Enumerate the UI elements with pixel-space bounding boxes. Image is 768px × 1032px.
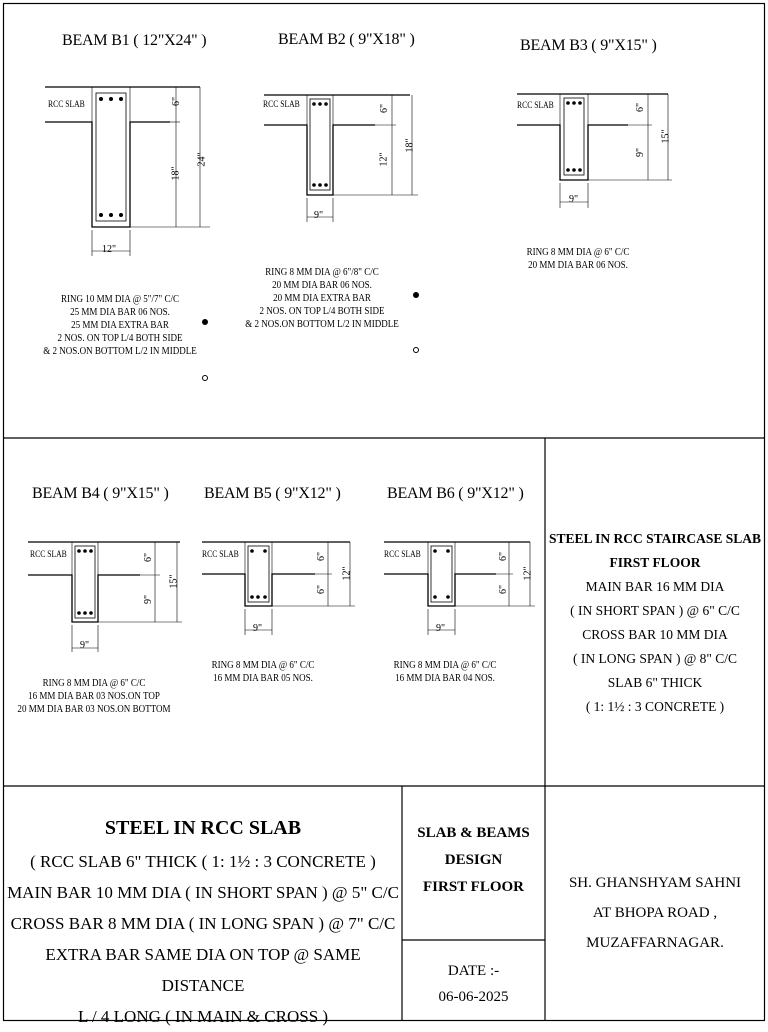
beam-b1-dim-slab: 6" <box>171 96 183 107</box>
owner-city: MUZAFFARNAGAR. <box>586 935 724 951</box>
beam-b4-note: 20 MM DIA BAR 03 NOS.ON BOTTOM <box>17 704 171 715</box>
beam-b6-dim-web: 6" <box>498 584 510 595</box>
beam-b3-dim-width: 9" <box>569 194 579 205</box>
beam-b1-dim-total: 24" <box>196 152 208 167</box>
main-bar-symbol-b2 <box>413 292 419 298</box>
beam-b5-dim-web: 6" <box>316 584 328 595</box>
beam-b2-dim-web: 12" <box>378 152 390 167</box>
owner-block <box>546 868 764 958</box>
beam-b2-title: BEAM B2 ( 9"X18" ) <box>278 31 415 48</box>
beam-b4-notes <box>17 677 172 716</box>
beam-b1-slab-label: RCC SLAB <box>48 99 85 109</box>
beam-b3-section <box>517 94 672 208</box>
beam-b4-dim-web: 9" <box>143 594 155 605</box>
drawing-title-line: SLAB & BEAMS <box>417 825 530 841</box>
beam-b5-note: RING 8 MM DIA @ 6" C/C <box>211 660 315 671</box>
beam-b1-notes <box>43 293 198 358</box>
beam-b6-note: RING 8 MM DIA @ 6" C/C <box>393 660 497 671</box>
beam-b2-note: 2 NOS. ON TOP L/4 BOTH SIDE <box>259 306 385 317</box>
beam-b4-title: BEAM B4 ( 9"X15" ) <box>32 485 169 502</box>
beam-b2-note: 20 MM DIA BAR 06 NOS. <box>272 280 372 291</box>
beam-b6-dim-slab: 6" <box>498 551 510 562</box>
beam-b1-note: & 2 NOS.ON BOTTOM L/2 IN MIDDLE <box>43 346 197 357</box>
beam-b6-bars <box>433 549 450 599</box>
staircase-line: CROSS BAR 10 MM DIA <box>582 627 728 642</box>
beam-b3-dim-slab: 6" <box>635 102 647 113</box>
beam-b1-section <box>45 87 210 256</box>
main-bar-symbol <box>202 319 208 325</box>
drawing-title <box>403 820 544 901</box>
date-value: 06-06-2025 <box>438 989 509 1005</box>
staircase-line: SLAB 6" THICK <box>607 675 703 690</box>
beam-b2-note: & 2 NOS.ON BOTTOM L/2 IN MIDDLE <box>245 319 399 330</box>
beam-b2-slab-label: RCC SLAB <box>263 99 300 109</box>
beam-b4-note: 16 MM DIA BAR 03 NOS.ON TOP <box>28 691 160 702</box>
staircase-line: ( IN SHORT SPAN ) @ 6" C/C <box>570 603 740 618</box>
beam-b2-dim-slab: 6" <box>379 103 391 114</box>
beam-b6-dim-total: 12" <box>522 566 534 581</box>
beam-b4-note: RING 8 MM DIA @ 6" C/C <box>42 678 146 689</box>
owner-name: SH. GHANSHYAM SAHNI <box>568 875 742 891</box>
beam-b2-bars <box>312 102 328 187</box>
staircase-line: ( IN LONG SPAN ) @ 8" C/C <box>572 651 738 666</box>
rcc-slab-panel <box>6 813 400 1032</box>
beam-b3-dim-web: 9" <box>635 147 647 158</box>
extra-bar-symbol-b2 <box>414 348 419 353</box>
beam-b2-section <box>264 95 418 222</box>
beam-b5-title: BEAM B5 ( 9"X12" ) <box>204 485 341 502</box>
beam-b6-slab-label: RCC SLAB <box>384 549 421 559</box>
owner-address: AT BHOPA ROAD , <box>592 905 718 921</box>
beam-b4-bars <box>77 549 93 615</box>
rcc-slab-line: MAIN BAR 10 MM DIA ( IN SHORT SPAN ) @ 5" C/C <box>7 883 399 902</box>
beam-b1-note: 2 NOS. ON TOP L/4 BOTH SIDE <box>57 333 183 344</box>
rcc-slab-heading: STEEL IN RCC SLAB <box>104 817 302 839</box>
beam-b6-note: 16 MM DIA BAR 04 NOS. <box>395 673 495 684</box>
beam-b4-slab-label: RCC SLAB <box>30 549 67 559</box>
beam-b4-dim-width: 9" <box>80 640 90 651</box>
beam-b5-dim-slab: 6" <box>316 551 328 562</box>
beam-b3-dim-total: 15" <box>660 129 672 144</box>
rcc-slab-line: L / 4 LONG ( IN MAIN & CROSS ) <box>77 1007 329 1026</box>
rcc-slab-line: EXTRA BAR SAME DIA ON TOP @ SAME DISTANCE <box>45 945 361 995</box>
beam-b3-title: BEAM B3 ( 9"X15" ) <box>520 37 657 54</box>
beam-b3-slab-label: RCC SLAB <box>517 100 554 110</box>
beam-b6-title: BEAM B6 ( 9"X12" ) <box>387 485 524 502</box>
beam-b2-dim-total: 18" <box>404 138 416 153</box>
beam-b3-bars <box>566 101 582 172</box>
beam-b4-dim-slab: 6" <box>143 552 155 563</box>
beam-b1-title: BEAM B1 ( 12"X24" ) <box>62 32 207 49</box>
beam-b1-bars <box>99 97 123 217</box>
staircase-line: MAIN BAR 16 MM DIA <box>585 579 725 594</box>
beam-b2-note: 20 MM DIA EXTRA BAR <box>273 293 371 304</box>
drawing-title-line: FIRST FLOOR <box>423 879 524 895</box>
drawing-title-line: DESIGN <box>444 852 503 868</box>
beam-b5-dim-total: 12" <box>341 566 353 581</box>
staircase-panel <box>548 527 762 719</box>
rcc-slab-line: CROSS BAR 8 MM DIA ( IN LONG SPAN ) @ 7" C/C <box>10 914 396 933</box>
beam-b5-bars <box>250 549 267 599</box>
beam-b2-notes <box>245 266 400 331</box>
beam-b3-note: 20 MM DIA BAR 06 NOS. <box>528 260 628 271</box>
date-label: DATE :- <box>447 963 500 979</box>
staircase-heading: STEEL IN RCC STAIRCASE SLAB <box>548 531 762 546</box>
beam-b3-note: RING 8 MM DIA @ 6" C/C <box>526 247 630 258</box>
beam-b2-note: RING 8 MM DIA @ 6"/8" C/C <box>265 267 379 278</box>
beam-b5-dim-width: 9" <box>253 623 263 634</box>
beam-b4-dim-total: 15" <box>168 574 180 589</box>
beam-b5-notes <box>199 659 328 685</box>
beam-b3-notes <box>509 246 647 272</box>
beam-b1-dim-width: 12" <box>102 244 117 255</box>
extra-bar-symbol <box>203 376 208 381</box>
beam-b1-dim-web: 18" <box>170 166 182 181</box>
beam-b5-slab-label: RCC SLAB <box>202 549 239 559</box>
beam-b5-note: 16 MM DIA BAR 05 NOS. <box>213 673 313 684</box>
beam-b6-notes <box>381 659 510 685</box>
beam-b2-dim-width: 9" <box>314 210 324 221</box>
staircase-line: ( 1: 1½ : 3 CONCRETE ) <box>585 699 725 714</box>
date-block <box>403 958 544 1010</box>
staircase-subheading: FIRST FLOOR <box>609 555 701 570</box>
beam-b1-note: RING 10 MM DIA @ 5"/7" C/C <box>60 294 180 305</box>
beam-b1-note: 25 MM DIA EXTRA BAR <box>71 320 169 331</box>
rcc-slab-line: ( RCC SLAB 6" THICK ( 1: 1½ : 3 CONCRETE ) <box>30 852 376 871</box>
beam-b6-dim-width: 9" <box>436 623 446 634</box>
beam-b1-note: 25 MM DIA BAR 06 NOS. <box>70 307 170 318</box>
